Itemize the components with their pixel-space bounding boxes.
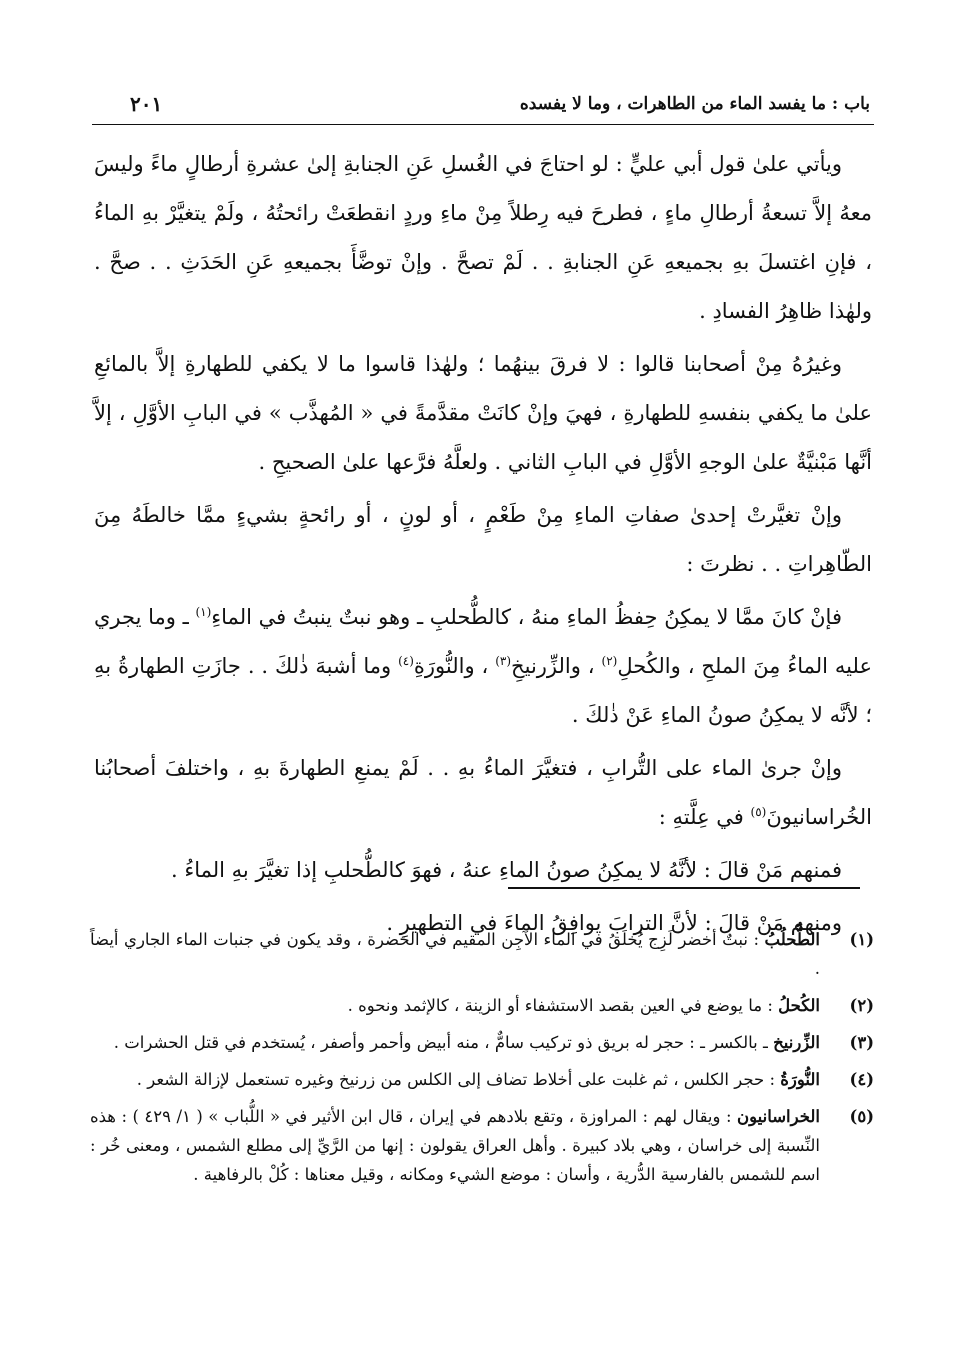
- footnote-text: [90, 1065, 820, 1094]
- paragraph: ويأتي علىٰ قول أبي عليٍّ : لو احتاجَ في الغُسلِ عَنِ الجنابةِ إلىٰ عشرةِ أرطالٍ ماءً وليسَ معهُ إلاَّ تسعةُ أرطالِ ماءٍ ، فطرحَ فيه رِطلاً مِنْ ماءِ وردٍ انقطعَتْ رائحتُهُ ، ولَمْ يتغيَّرْ بهِ الماءُ ، فإنِ اغتسلَ بهِ بجميعهِ عَنِ الجنابةِ . . لَمْ تصحَّ . وإنْ توضَّأَ بجميعهِ عَنِ الحَدَثِ . . صحَّ . ولهٰذا ظاهِرُ الفسادِ .: [94, 152, 872, 323]
- footnote-term: الكُحلُ: [778, 996, 820, 1015]
- opinion-line: فمنهم مَنْ قالَ : لأنَّهُ لا يمكِنُ صونُ الماءِ عنهُ ، فهوَ كالطُّحلبِ إذا تغيَّرَ بهِ الماءُ .: [171, 858, 842, 882]
- footnote-body: : نبتٌ أخضر لَزِج يُخلَقُ في الماء الآجِن المقيم في الخضرة ، وقد يكون في جنبات الماء الجاري أيضاً .: [90, 930, 820, 978]
- footnote-term: الزِّرنيخ: [773, 1033, 820, 1052]
- text-run: ، والزِّرنيخِ: [511, 654, 602, 678]
- footnote-ref[interactable]: (٣): [495, 654, 512, 668]
- text-run: وما أشبهَ ذٰلكَ . . جازَتِ الطهارةُ بهِ ؛ لأنَّه لا يمكِنُ صونُ الماءِ عَنْ ذٰلكَ .: [94, 654, 872, 727]
- footnote: [90, 925, 874, 983]
- footnote-ref[interactable]: (٤): [398, 654, 414, 668]
- footnote-body: : ما يوضع في العين بقصد الاستشفاء أو الزينة ، كالإثمد ونحوه .: [347, 996, 779, 1015]
- footnote: [90, 1028, 874, 1057]
- paragraph: وغيرُهُ مِنْ أصحابنا قالوا : لا فرقَ بينهُما ؛ ولهٰذا قاسوا ما لا يكفي للطهارةِ إلاَّ بالمائعِ علىٰ ما يكفي بنفسهِ للطهارةِ ، فهيَ وإنْ كانَتْ مقدَّمةً في « المُهذَّب » في البابِ الأوَّلِ ، إلاَّ أنَّها مَبْنيَّةٌ علىٰ الوجهِ الأوَّلِ في البابِ الثاني . ولعلَّهُ فرَّعها علىٰ الصحيحِ .: [94, 352, 872, 474]
- text-run: في عِلَّتهِ :: [658, 805, 751, 829]
- text-run: ـ وما يجري عليه الماءُ مِنَ الملحِ ، والكُحلِ: [94, 605, 872, 678]
- footnote-body: : حجر الكلس ، ثم غلبت على أخلاط تضاف إلى الكلس من زرنيخ وغيره تستعمل لإزالة الشعر .: [136, 1070, 781, 1089]
- footnote-text: [90, 1102, 820, 1189]
- footnote-term: الخراسانيون: [736, 1107, 820, 1126]
- footnote-ref[interactable]: (١): [195, 605, 212, 619]
- footnote-separator: [508, 887, 860, 889]
- footnote-number: (٥): [849, 1107, 874, 1126]
- footnote-body: ـ بالكسر ـ : حجر له بريق ذو تركيب سامٌّ ، منه أبيض وأحمر وأصفر ، يُستخدم في قتل الحشرات .: [113, 1033, 774, 1052]
- footnote-ref[interactable]: (٥): [750, 805, 767, 819]
- footnote-text: [90, 925, 820, 983]
- text-run: فإنْ كانَ ممَّا لا يمكِنُ حِفظُ الماءِ منهُ ، كالطُّحلبِ ـ وهو نبتٌ ينبتُ في الماءِ: [211, 605, 842, 629]
- main-text: [94, 140, 872, 952]
- footnote-number: (٢): [849, 996, 874, 1015]
- footnote: [90, 991, 874, 1020]
- footnote: [90, 1102, 874, 1189]
- running-head: باب : ما يفسد الماء من الطاهرات ، وما لا يفسده: [519, 94, 870, 114]
- footnote-body: : ويقال لهم : المراوزة ، وتقع بلادهم في إيران ، قال ابن الأثير في « اللُّباب » ( ١/ ٤٢٩ ) : هذه النِّسبة إلى خراسان ، وهي بلاد كبيرة . وأهل العراق يقولون : إنها من الرَّيِّ إلى مطلع الشمس ، ومعنى خُر : اسم للشمس بالفارسية الدُّرية ، وأسان : موضع الشيء ومكانه ، وقيل معناها : كُلْ بالرفاهية .: [90, 1107, 820, 1184]
- text-run: ، والنُّورَةِ: [413, 654, 496, 678]
- footnote-number: (١): [849, 930, 874, 949]
- page-header: [92, 92, 874, 125]
- footnote-term: النُّورَةُ: [780, 1070, 820, 1089]
- footnote-text: [90, 1028, 820, 1057]
- paragraph: [94, 744, 872, 842]
- paragraph: [94, 593, 872, 740]
- footnotes: [90, 925, 874, 1197]
- footnote-text: [90, 991, 820, 1020]
- paragraph: وإنْ تغيَّرتْ إحدىٰ صفاتِ الماءِ مِنْ طَعْمٍ ، أو لونٍ ، أو رائحةٍ بشيءٍ ممَّا خالطَهُ مِنَ الطّاهِراتِ . . نظرتَ :: [94, 503, 872, 576]
- footnote-term: الطُّحلُبُ: [764, 930, 820, 949]
- opinion-line: ومنهم مَنْ قالَ : لأنَّ الترابَ يوافِقُ الماءَ في التطهيرِ .: [386, 911, 842, 935]
- footnote-ref[interactable]: (٢): [601, 654, 618, 668]
- footnote-number: (٣): [849, 1033, 874, 1052]
- page-number: ٢٠١: [130, 92, 163, 116]
- text-run: وإنْ جرىٰ الماء على التُّرابِ ، فتغيَّرَ الماءُ بهِ . . لَمْ يمنعِ الطهارةَ بهِ ، واختلفَ أصحابُنا الخُراسانيونَ: [94, 756, 872, 829]
- footnote: [90, 1065, 874, 1094]
- footnote-number: (٤): [849, 1070, 874, 1089]
